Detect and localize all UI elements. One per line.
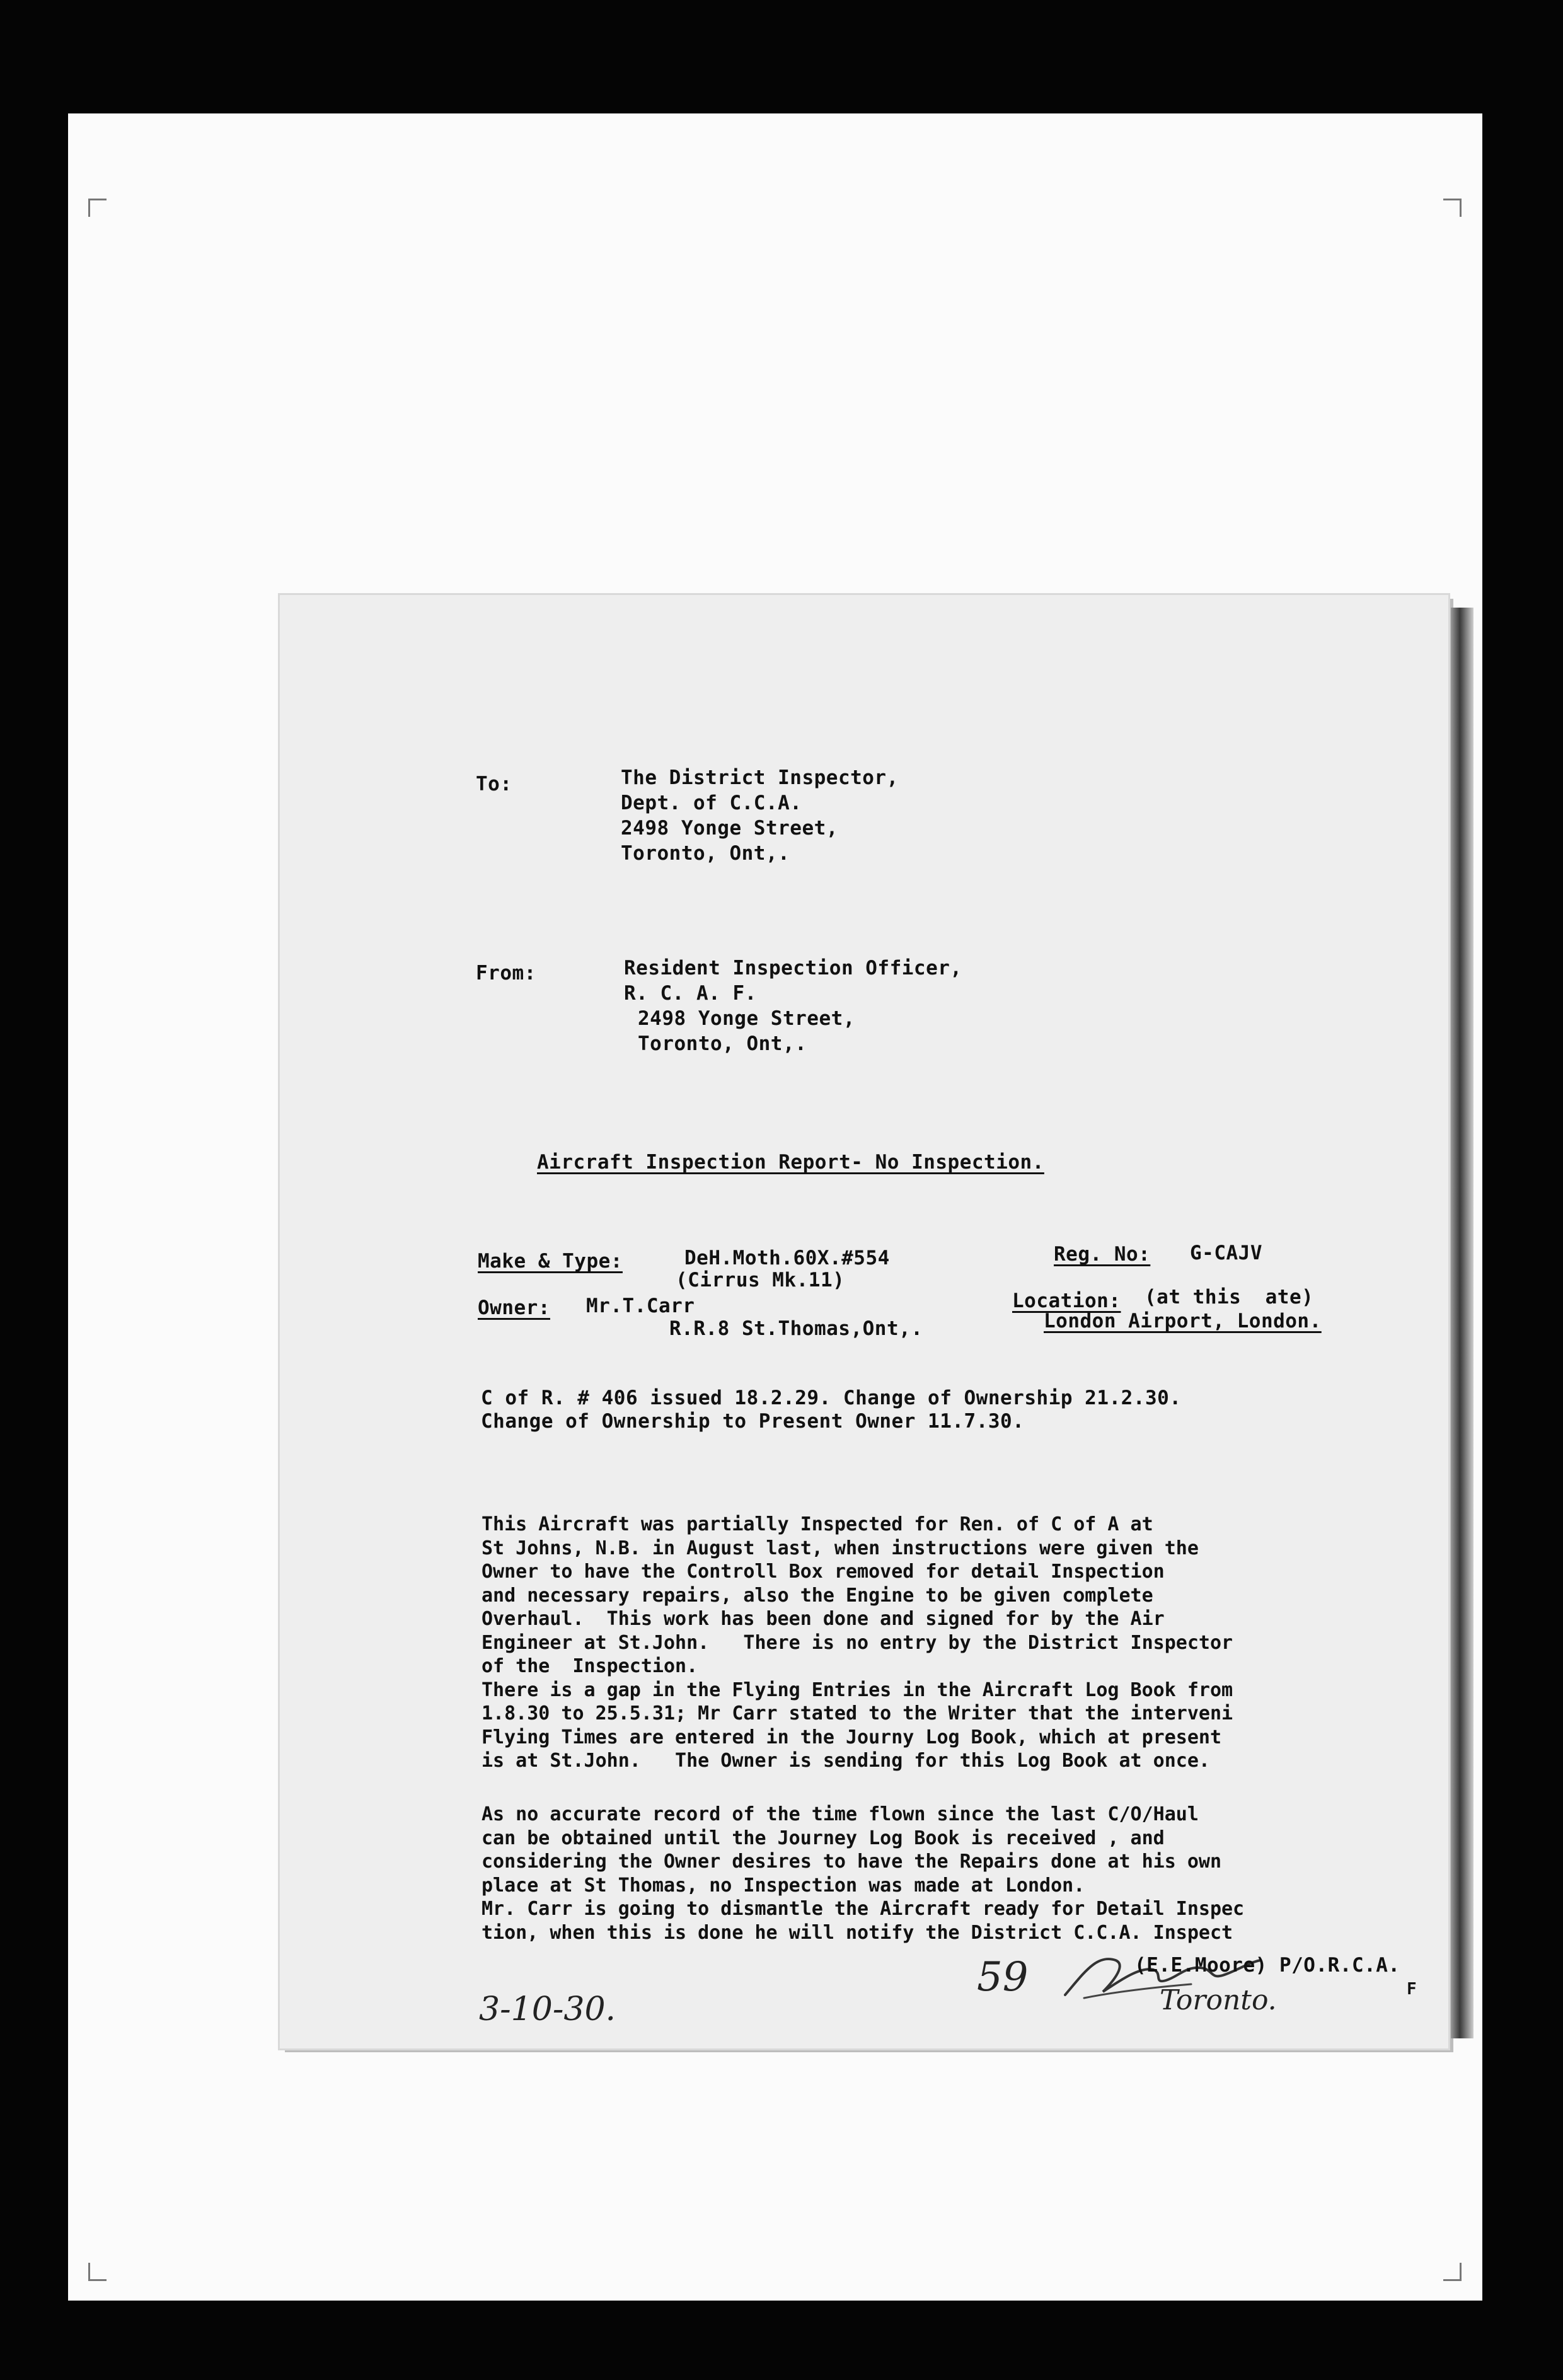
paragraph-2-line: Mr. Carr is going to dismantle the Aircraft ready for Detail Inspec <box>482 1898 1245 1920</box>
to-line-4: Toronto, Ont,. <box>621 842 790 865</box>
from-line-3: 2498 Yonge Street, <box>638 1007 855 1030</box>
from-line-4: Toronto, Ont,. <box>638 1032 807 1055</box>
paragraph-1 <box>482 1513 1452 1773</box>
paragraph-1-line: is at St.John. The Owner is sending for this Log Book at once. <box>482 1750 1210 1772</box>
owner-label: Owner: <box>478 1297 550 1319</box>
from-line-2: R. C. A. F. <box>624 982 757 1005</box>
to-line-3: 2498 Yonge Street, <box>621 817 838 840</box>
location-value-2: London Airport, London. <box>1044 1310 1322 1332</box>
location-value-1: (at this ate) <box>1145 1286 1314 1308</box>
paragraph-2-line: can be obtained until the Journey Log Book is received , and <box>482 1827 1165 1849</box>
paragraph-2-line: tion, when this is done he will notify the District C.C.A. Inspect <box>482 1921 1233 1944</box>
paragraph-2-line: As no accurate record of the time flown since the last C/O/Haul <box>482 1803 1199 1825</box>
report-title: Aircraft Inspection Report- No Inspection. <box>537 1151 1044 1174</box>
registration-history-line-2: Change of Ownership to Present Owner 11.7.30. <box>481 1410 1025 1433</box>
to-line-2: Dept. of C.C.A. <box>621 792 802 814</box>
crop-mark-bottom-right <box>1443 2263 1462 2281</box>
make-type-label: Make & Type: <box>478 1250 623 1273</box>
to-line-1: The District Inspector, <box>621 766 899 789</box>
paragraph-1-line: of the Inspection. <box>482 1655 698 1677</box>
handwritten-date: 3-10-30. <box>479 1990 616 2028</box>
to-label: To: <box>476 773 512 795</box>
paragraph-1-line: Engineer at St.John. There is no entry by the District Inspector <box>482 1631 1233 1654</box>
from-label: From: <box>476 962 536 985</box>
registration-history-line-1: C of R. # 406 issued 18.2.29. Change of Ownership 21.2.30. <box>481 1387 1182 1409</box>
owner-name: Mr.T.Carr <box>586 1295 695 1317</box>
crop-mark-top-right <box>1443 199 1462 217</box>
handwritten-folio: 59 <box>977 1954 1029 2001</box>
location-label: Location: <box>1012 1290 1121 1312</box>
from-line-1: Resident Inspection Officer, <box>624 957 962 979</box>
paragraph-2-line: considering the Owner desires to have the Repairs done at his own <box>482 1851 1221 1873</box>
paragraph-2-line: place at St Thomas, no Inspection was made at London. <box>482 1874 1085 1897</box>
crop-mark-bottom-left <box>88 2263 107 2281</box>
crop-mark-top-left <box>88 199 107 217</box>
handwritten-city: Toronto. <box>1160 1984 1277 2016</box>
paragraph-1-line: St Johns, N.B. in August last, when instructions were given the <box>482 1537 1199 1559</box>
paragraph-1-line: 1.8.30 to 25.5.31; Mr Carr stated to the Writer that the interveni <box>482 1702 1233 1724</box>
paragraph-1-line: This Aircraft was partially Inspected for Ren. of C of A at <box>482 1513 1153 1535</box>
owner-address: R.R.8 St.Thomas,Ont,. <box>669 1317 923 1340</box>
signature-name: (E.E.Moore) P/O.R.C.A. <box>1134 1954 1400 1977</box>
make-type-sub: (Cirrus Mk.11) <box>676 1269 845 1291</box>
paragraph-1-line: Overhaul. This work has been done and signed for by the Air <box>482 1608 1165 1630</box>
paragraph-1-line: and necessary repairs, also the Engine to be given complete <box>482 1584 1153 1607</box>
reg-no-label: Reg. No: <box>1054 1243 1151 1266</box>
make-type-value: DeH.Moth.60X.#554 <box>684 1247 890 1269</box>
paragraph-1-line: Flying Times are entered in the Journy Log Book, which at present <box>482 1726 1221 1748</box>
paragraph-1-line: Owner to have the Controll Box removed for detail Inspection <box>482 1561 1165 1583</box>
paragraph-2 <box>482 1803 1452 1944</box>
reg-no-value: G-CAJV <box>1190 1242 1262 1264</box>
signature-suffix: F <box>1407 1980 1417 1999</box>
paragraph-1-line: There is a gap in the Flying Entries in the Aircraft Log Book from <box>482 1678 1233 1701</box>
